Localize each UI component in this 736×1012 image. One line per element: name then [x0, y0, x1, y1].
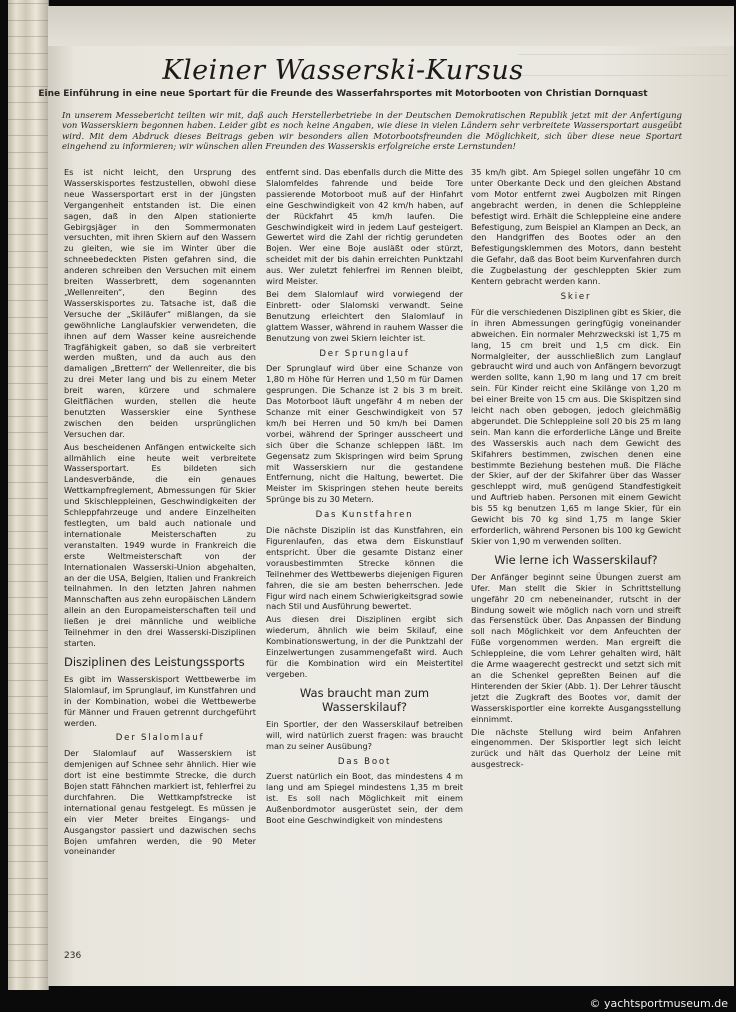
- page-header-shadow: [48, 6, 734, 46]
- paragraph: Zuerst natürlich ein Boot, das mindestens 4 m lang und am Spiegel mindestens 1,35 m breit ist. Es soll nach Möglichkeit mit einem Außenbordmotor ausgerüstet sein, der dem Boot eine Geschwindigkeit von mindestens: [266, 771, 463, 826]
- page-edge-line: [8, 894, 48, 895]
- page-edge-line: [8, 812, 48, 813]
- page-edge-line: [8, 729, 48, 730]
- page-edge-line: [8, 713, 48, 714]
- page-edge-line: [8, 317, 48, 318]
- page-edge-line: [8, 168, 48, 169]
- page-edge-line: [8, 432, 48, 433]
- page-edge-line: [8, 135, 48, 136]
- page-edge-line: [8, 564, 48, 565]
- page-edge-line: [8, 350, 48, 351]
- page-edge-line: [8, 647, 48, 648]
- paragraph: Die nächste Disziplin ist das Kunstfahren, ein Figurenlaufen, das etwa dem Eiskunstlauf entspricht. Über die gesamte Distanz einer vorausbestimmten Strecke können die Teilnehmer des Wettbewerbs diejenigen Figuren fahren, die sie am besten beherrschen. Jede Figur wird nach einem Schwierigkeitsgrad sowie nach Stil und Ausführung bewertet.: [266, 525, 463, 612]
- page-edge-line: [8, 383, 48, 384]
- page-edge-line: [8, 251, 48, 252]
- page-edge-line: [8, 548, 48, 549]
- page-edge-line: [8, 119, 48, 120]
- page-edge-line: [8, 399, 48, 400]
- page-edge-line: [8, 102, 48, 103]
- paragraph: entfernt sind. Das ebenfalls durch die Mitte des Slalomfeldes fahrende und beide Tore passierende Motorboot muß auf der Hinfahrt eine Geschwindigkeit von 42 km/h haben, auf der Rückfahrt 45 km/h laufen. Die Geschwindigkeit wird in jedem Lauf gesteigert. Gewertet wird die Zahl der richtig gerundeten Bojen. Wer eine Boje ausläßt oder stürzt, scheidet mit der bis dahin erreichten Punktzahl aus. Wer zuletzt fehlerfrei im Rennen bleibt, wird Meister.: [266, 167, 463, 287]
- section-heading: Disziplinen des Leistungssports: [64, 654, 245, 669]
- paragraph: Der Slalomlauf auf Wasserskiern ist demjenigen auf Schnee sehr ähnlich. Hier wie dort ist eine bestimmte Strecke, die durch Bojen statt Fähnchen markiert ist, fehlerfrei zu durchfahren. Die Wettkampfstrecke ist international genau festgelegt. Es müssen je ein vier Meter breites Eingangs- und Ausgangstor passiert und dazwischen sechs Bojen umfahren werden, die 90 Meter voneinander: [64, 748, 256, 857]
- page-edge-line: [8, 3, 48, 4]
- page-edge-line: [8, 944, 48, 945]
- page-edge-line: [8, 911, 48, 912]
- text-column-2: [266, 167, 463, 828]
- page-edge-line: [8, 696, 48, 697]
- paragraph: Ein Sportler, der den Wasserskilauf betreiben will, wird natürlich zuerst fragen: was braucht man zu seiner Ausübung?: [266, 718, 463, 751]
- paragraph: Die nächste Stellung wird beim Anfahren eingenommen. Der Skisportler legt sich leicht zurück und hält das Querholz der Leine mit ausgestreck-: [471, 726, 681, 770]
- page-edge-line: [8, 498, 48, 499]
- section-heading: Was braucht man zum Wasserskilauf?: [299, 685, 430, 714]
- subsection-heading: Skier: [560, 291, 592, 302]
- page-edge-line: [8, 333, 48, 334]
- paragraph: Es ist nicht leicht, den Ursprung des Wasserskisportes festzustellen, obwohl diese neue Wassersportart erst in der jüngsten Vergangenheit entstanden ist. Die einen sagen, daß in den Alpen stationierte Gebirgsjäger in den Sommermonaten versuchten, mit ihren Skiern auf den Wassern zu gleiten, wie sie im Winter über die schneebedeckten Pisten gefahren sind, die anderen schreiben den Versuchen mit einem breiten Wasserbrett, dem sogenannten „Wellenreiten“, den Beginn des Wasserskisportes zu. Tatsache ist, daß die Versuche der „Skiläufer“ mißlangen, da sie gewöhnliche Langlaufskier verwendeten, die ihnen auf dem Wasser keine ausreichende Tragfähigkeit gaben, so daß sie verbreitert werden mußten, und da auch aus den damaligen „Brettern“ der Wellenreiter, die bis zu drei Meter lang und bis zu einem Meter breit waren, kürzere und schmalere Gleitflächen wurden, stellen die heute benutzten Wasserskier eine Synthese zwischen den beiden ursprünglichen Versuchen dar.: [64, 167, 256, 439]
- page-edge-line: [8, 36, 48, 37]
- page-edge-line: [8, 960, 48, 961]
- paragraph: Aus bescheidenen Anfängen entwickelte sich allmählich eine heute weit verbreitete Wassersportart. Es bildeten sich Landesverbände, die ein genaues Wettkampfreglement, Abmessungen für Skier und Skischleppleinen, Geschwindigkeiten der Schleppfahrzeuge und andere Einzelheiten festlegten, um bald auch nationale und internationale Meisterschaften zu veranstalten. 1949 wurde in Frankreich die erste Weltmeisterschaft von der Internationalen Wasserski-Union abgehalten, an der die USA, Belgien, Italien und Frankreich teilnahmen. In den letzten Jahren nahmen Mannschaften aus zehn europäischen Ländern allein an den Europameisterschaften teil und ließen je drei männliche und weibliche Teilnehmer in den drei Wasserski-Disziplinen starten.: [64, 441, 256, 648]
- page-edge-line: [8, 680, 48, 681]
- paragraph: 35 km/h gibt. Am Spiegel sollen ungefähr 10 cm unter Oberkante Deck und den gleichen Abstand vom Motor entfernt zwei Augbolzen mit Ringen angebracht werden, in denen die Schleppleine befestigt wird. Erhält die Schleppleine eine andere Befestigung, zum Beispiel an Klampen an Deck, an den Handgriffen des Bootes oder an den Befestigungsklemmen des Motors, dann besteht die Gefahr, daß das Boot beim Kurvenfahren durch die Zugbelastung der geschleppten Skier zum Kentern gebracht werden kann.: [471, 167, 681, 287]
- paragraph: Für die verschiedenen Disziplinen gibt es Skier, die in ihren Abmessungen geringfügig voneinander abweichen. Ein normaler Mehrzweckski ist 1,75 m lang, 15 cm breit und 1,5 cm dick. Ein Normalgleiter, der ausschließlich zum Langlauf gebraucht wird und auch von Anfängern bevorzugt werden sollte, kann 1,90 m lang und 17 cm breit sein. Für Kinder reicht eine Skilänge von 1,20 m bei einer Breite von 15 cm aus. Die Skispitzen sind leicht nach oben gebogen, jedoch gleichmäßig abgerundet. Die Schleppleine soll 20 bis 25 m lang sein. Man kann die erforderliche Länge und Breite des Wasserskis auch nach dem Gewicht des Skifahrers bestimmen, zwischen denen eine bestimmte Beziehung bestehen muß. Die Fläche der Skier, auf der der Skifahrer über das Wasser geschleppt wird, muß genügend Standfestigkeit und Auftrieb haben. Personen mit einem Gewicht bis 55 kg benutzen 1,65 m lange Skier, für ein Gewicht bis 70 kg sind 1,75 m lange Skier erforderlich, während Personen bis 100 kg Gewicht Skier von 1,90 m verwenden sollten.: [471, 306, 681, 546]
- page-edge-line: [8, 531, 48, 532]
- page-edge-line: [8, 795, 48, 796]
- page-edge-line: [8, 597, 48, 598]
- paragraph: Der Sprunglauf wird über eine Schanze von 1,80 m Höhe für Herren und 1,50 m für Damen gesprungen. Die Schanze ist 2 bis 3 m breit. Das Motorboot läuft ungefähr 4 m neben der Schanze mit einer Geschwindigkeit von 57 km/h bei Herren und 50 km/h bei Damen vorbei, während der Springer ausscheert und sich über die Schanze schleppen läßt. Im Gegensatz zum Skispringen wird beim Sprung mit Wasserskiern nur die gestandene Entfernung, nicht die Haltung, bewertet. Die Meister im Skispringen stehen heute bereits Sprünge bis zu 30 Metern.: [266, 363, 463, 505]
- page-edge-line: [8, 300, 48, 301]
- page-edge-line: [8, 234, 48, 235]
- page-edge-line: [8, 449, 48, 450]
- text-column-1: [64, 167, 256, 859]
- page-edge-line: [8, 927, 48, 928]
- page-edge-line: [8, 878, 48, 879]
- paragraph: Es gibt im Wasserskisport Wettbewerbe im Slalomlauf, im Sprunglauf, im Kunstfahren und in der Kombination, wobei die Wettbewerbe für Männer und Frauen getrennt durchgeführt werden.: [64, 673, 256, 728]
- page-edge-line: [8, 152, 48, 153]
- subsection-heading: Das Kunstfahren: [315, 510, 414, 521]
- page-edge-line: [8, 218, 48, 219]
- page-edge-line: [8, 515, 48, 516]
- page-edge-line: [8, 581, 48, 582]
- page-edge-line: [8, 630, 48, 631]
- subsection-heading: Der Sprunglauf: [319, 348, 410, 359]
- page-edge-line: [8, 746, 48, 747]
- page-edge-line: [8, 201, 48, 202]
- book-page-edges: [8, 0, 49, 990]
- page-edge-line: [8, 185, 48, 186]
- page-edge-line: [8, 845, 48, 846]
- paragraph: Der Anfänger beginnt seine Übungen zuerst am Ufer. Man stellt die Skier in Schrittstellung ungefähr 20 cm nebeneinander, rutscht in der Bindung soweit wie möglich nach vorn und streift das Fersenstück über. Das Anpassen der Bindung soll nach Möglichkeit vor dem Anfeuchten der Füße vorgenommen werden. Man ergreift die Schleppleine, die vom Lehrer gehalten wird, hält die Arme waagerecht gestreckt und setzt sich mit an die Schenkel gepreßten Beinen auf die Hinterenden der Skier (Abb. 1). Der Lehrer täuscht jetzt die Zugkraft des Bootes vor, damit der Wasserskisportler eine korrekte Ausgangsstellung einnimmt.: [471, 571, 681, 724]
- section-heading: Wie lerne ich Wasserskilauf?: [494, 552, 658, 567]
- watermark-text: © yachtsportmuseum.de: [589, 997, 728, 1010]
- page-number: 236: [64, 951, 82, 961]
- page-edge-line: [8, 53, 48, 54]
- article-title: Kleiner Wasserski-Kursus: [162, 55, 524, 86]
- page-edge-line: [8, 614, 48, 615]
- page-edge-line: [8, 861, 48, 862]
- page-edge-line: [8, 465, 48, 466]
- article-intro: In unserem Messebericht teilten wir mit, daß auch Herstellerbetriebe in der Deutschen Demokratischen Republik jetzt mit der Anfertigung von Wasserskiern begonnen haben. Leider gibt es noch keine Angaben, wie diese in vielen Ländern sehr verbreitete Wassersportart ausgeübt wird. Mit dem Abdruck dieses Beitrags geben wir besonders allen Motorbootsfreunden die Möglichkeit, sich über diese neue Sportart eingehend zu informieren; wir wünschen allen Freunden des Wasserskis erfolgreiche erste Lernstunden!: [62, 111, 682, 152]
- article-subtitle: Eine Einführung in eine neue Sportart für die Freunde des Wasserfahrsportes mit Motorbooten von Christian Dornquast: [38, 89, 648, 99]
- page-edge-line: [8, 482, 48, 483]
- page-edge-line: [8, 366, 48, 367]
- page-edge-line: [8, 977, 48, 978]
- page-edge-line: [8, 267, 48, 268]
- paragraph: Aus diesen drei Disziplinen ergibt sich wiederum, ähnlich wie beim Skilauf, eine Kombinationswertung, in der die Punktzahl der Einzelwertungen zusammengefaßt wird. Auch für die Kombination wird ein Meistertitel vergeben.: [266, 614, 463, 679]
- subsection-heading: Der Slalomlauf: [115, 733, 205, 744]
- page-edge-line: [8, 284, 48, 285]
- text-column-3: [471, 167, 681, 772]
- paragraph: Bei dem Slalomlauf wird vorwiegend der Einbrett- oder Slalomski verwandt. Seine Benutzung erleichtert den Slalomlauf in glattem Wasser, während in rauhem Wasser die Benutzung von zwei Skiern leichter ist.: [266, 288, 463, 343]
- page-edge-line: [8, 828, 48, 829]
- page-edge-line: [8, 663, 48, 664]
- page-edge-line: [8, 779, 48, 780]
- page-edge-line: [8, 20, 48, 21]
- page-edge-line: [8, 762, 48, 763]
- subsection-heading: Das Boot: [337, 756, 392, 767]
- page-edge-line: [8, 416, 48, 417]
